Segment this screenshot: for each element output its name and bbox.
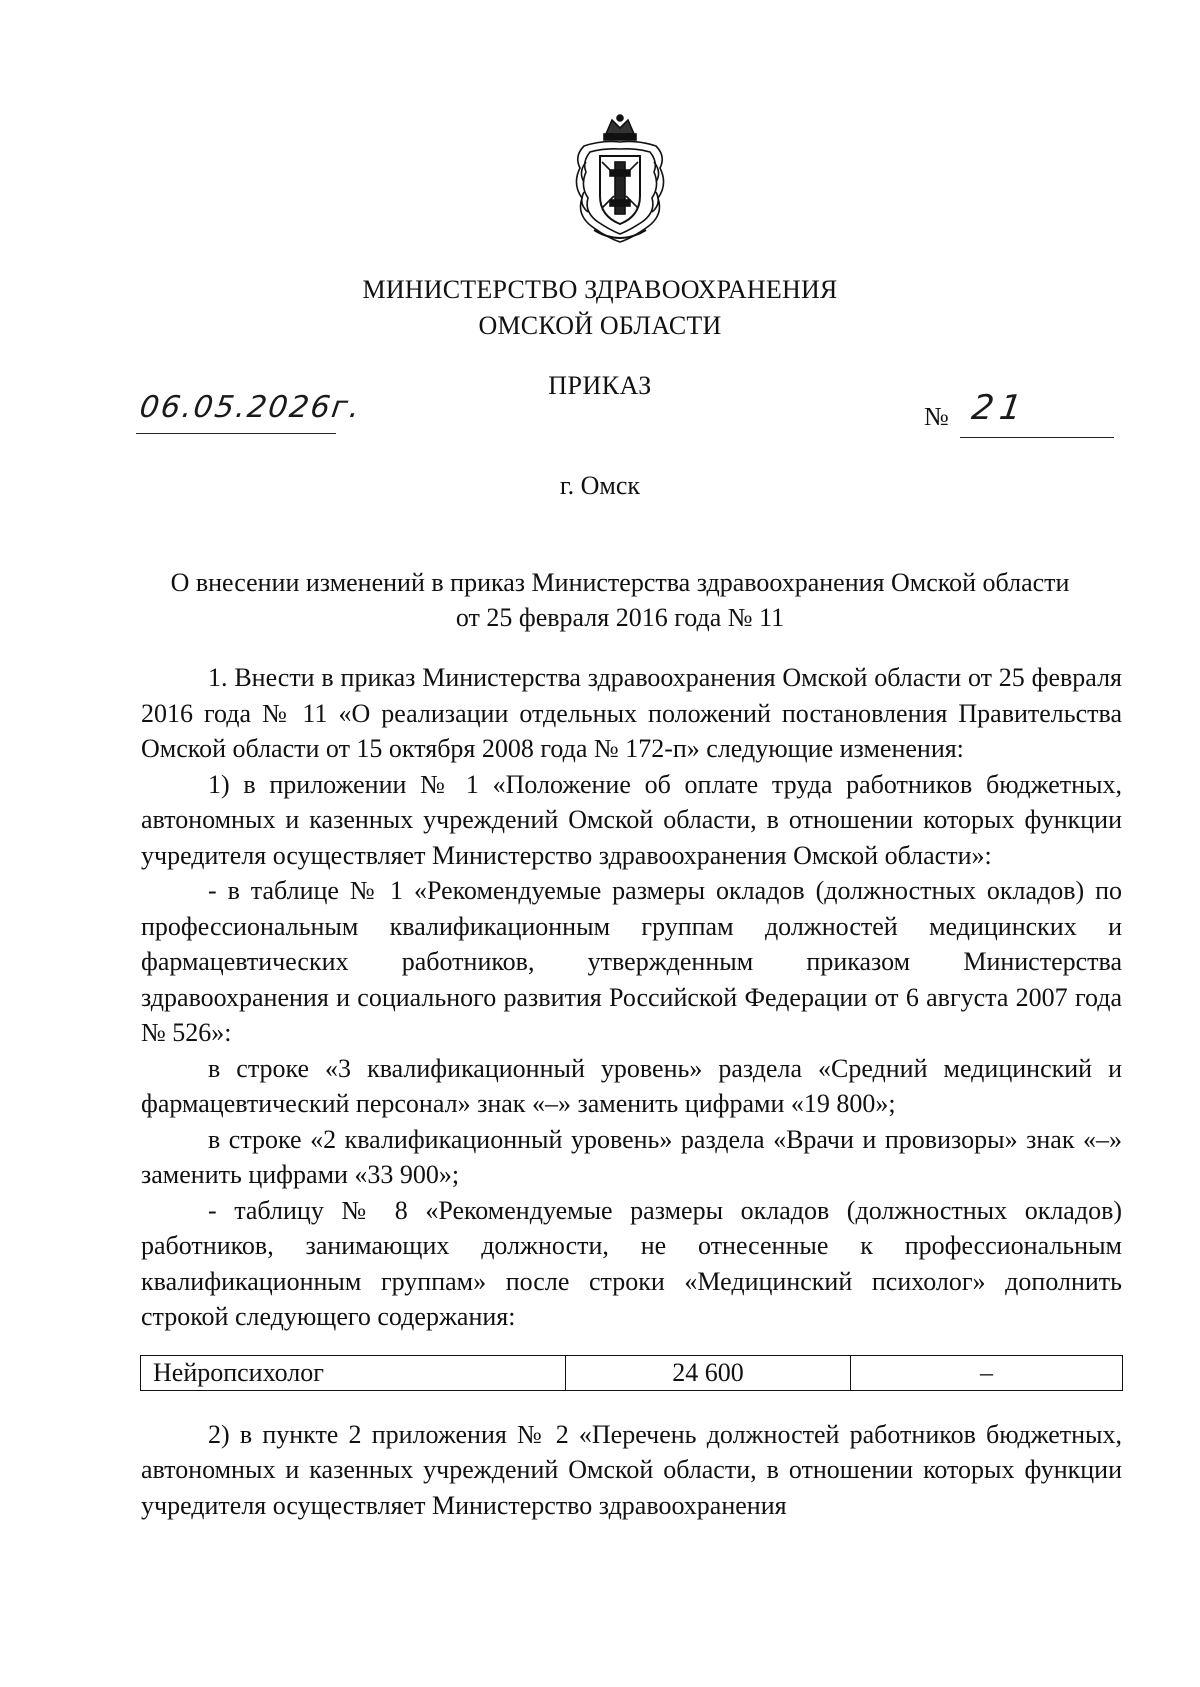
- extra-cell: –: [851, 1355, 1123, 1390]
- amendment-table: [140, 1355, 1123, 1391]
- city-name: г. Омск: [559, 471, 641, 500]
- document-type: ПРИКАЗ: [548, 371, 652, 400]
- ministry-name-line1: МИНИСТЕРСТВО ЗДРАВООХРАНЕНИЯ: [362, 275, 838, 304]
- number-underline: [960, 437, 1114, 438]
- salary-cell: 24 600: [566, 1355, 851, 1390]
- paragraph: - в таблице № 1 «Рекомендуемые размеры окладов (должностных окладов) по профессиональным квалификационным группам должностей медицинских и фармацевтических работников, утвержденным приказом Министерства здравоохранения и социального развития Российской Федерации от 6 августа 2007 года № 526»:: [141, 876, 1122, 1047]
- order-subject: [120, 565, 1120, 635]
- paragraph: 1. Внести в приказ Министерства здравоохранения Омской области от 25 февраля 2016 года № 11 «О реализации отдельных положений постановления Правительства Омской области от 15 октября 2008 года № 172-п» следующие изменения:: [141, 663, 1122, 763]
- table-row: [141, 1355, 1123, 1390]
- paragraph: 2) в пункте 2 приложения № 2 «Перечень должностей работников бюджетных, автономных и казенных учреждений Омской области, в отношении которых функции учредителя осуществляет Министерство здравоохранения: [141, 1419, 1122, 1520]
- position-cell: Нейропсихолог: [141, 1355, 566, 1390]
- order-date-handwritten: 06.05.2026г.: [137, 390, 364, 425]
- order-number-sign: №: [924, 402, 949, 431]
- paragraph: 1) в приложении № 1 «Положение об оплате труда работников бюджетных, автономных и казенных учреждений Омской области, в отношении которых функции учредителя осуществляет Министерство здравоохранения Омской области»:: [141, 769, 1122, 870]
- date-underline: [136, 433, 336, 434]
- paragraph: - таблицу № 8 «Рекомендуемые размеры окладов (должностных окладов) работников, занимающих должности, не отнесенные к профессиональным квалификационным группам» после строки «Медицинский психолог» дополнить строкой следующего содержания:: [141, 1195, 1122, 1331]
- ministry-name-line2: ОМСКОЙ ОБЛАСТИ: [478, 311, 722, 340]
- order-body: [141, 660, 1122, 1523]
- subject-line1: О внесении изменений в приказ Министерства здравоохранения Омской области: [170, 568, 1070, 597]
- coat-of-arms-icon: [568, 112, 672, 246]
- paragraph: в строке «2 квалификационный уровень» раздела «Врачи и провизоры» знак «–» заменить цифрами «33 900»;: [141, 1124, 1122, 1189]
- subject-line2: от 25 февраля 2016 года № 11: [455, 603, 785, 632]
- order-number-handwritten: 21: [969, 388, 1031, 428]
- paragraph: в строке «3 квалификационный уровень» раздела «Средний медицинский и фармацевтический персонал» знак «–» заменить цифрами «19 800»;: [141, 1053, 1122, 1118]
